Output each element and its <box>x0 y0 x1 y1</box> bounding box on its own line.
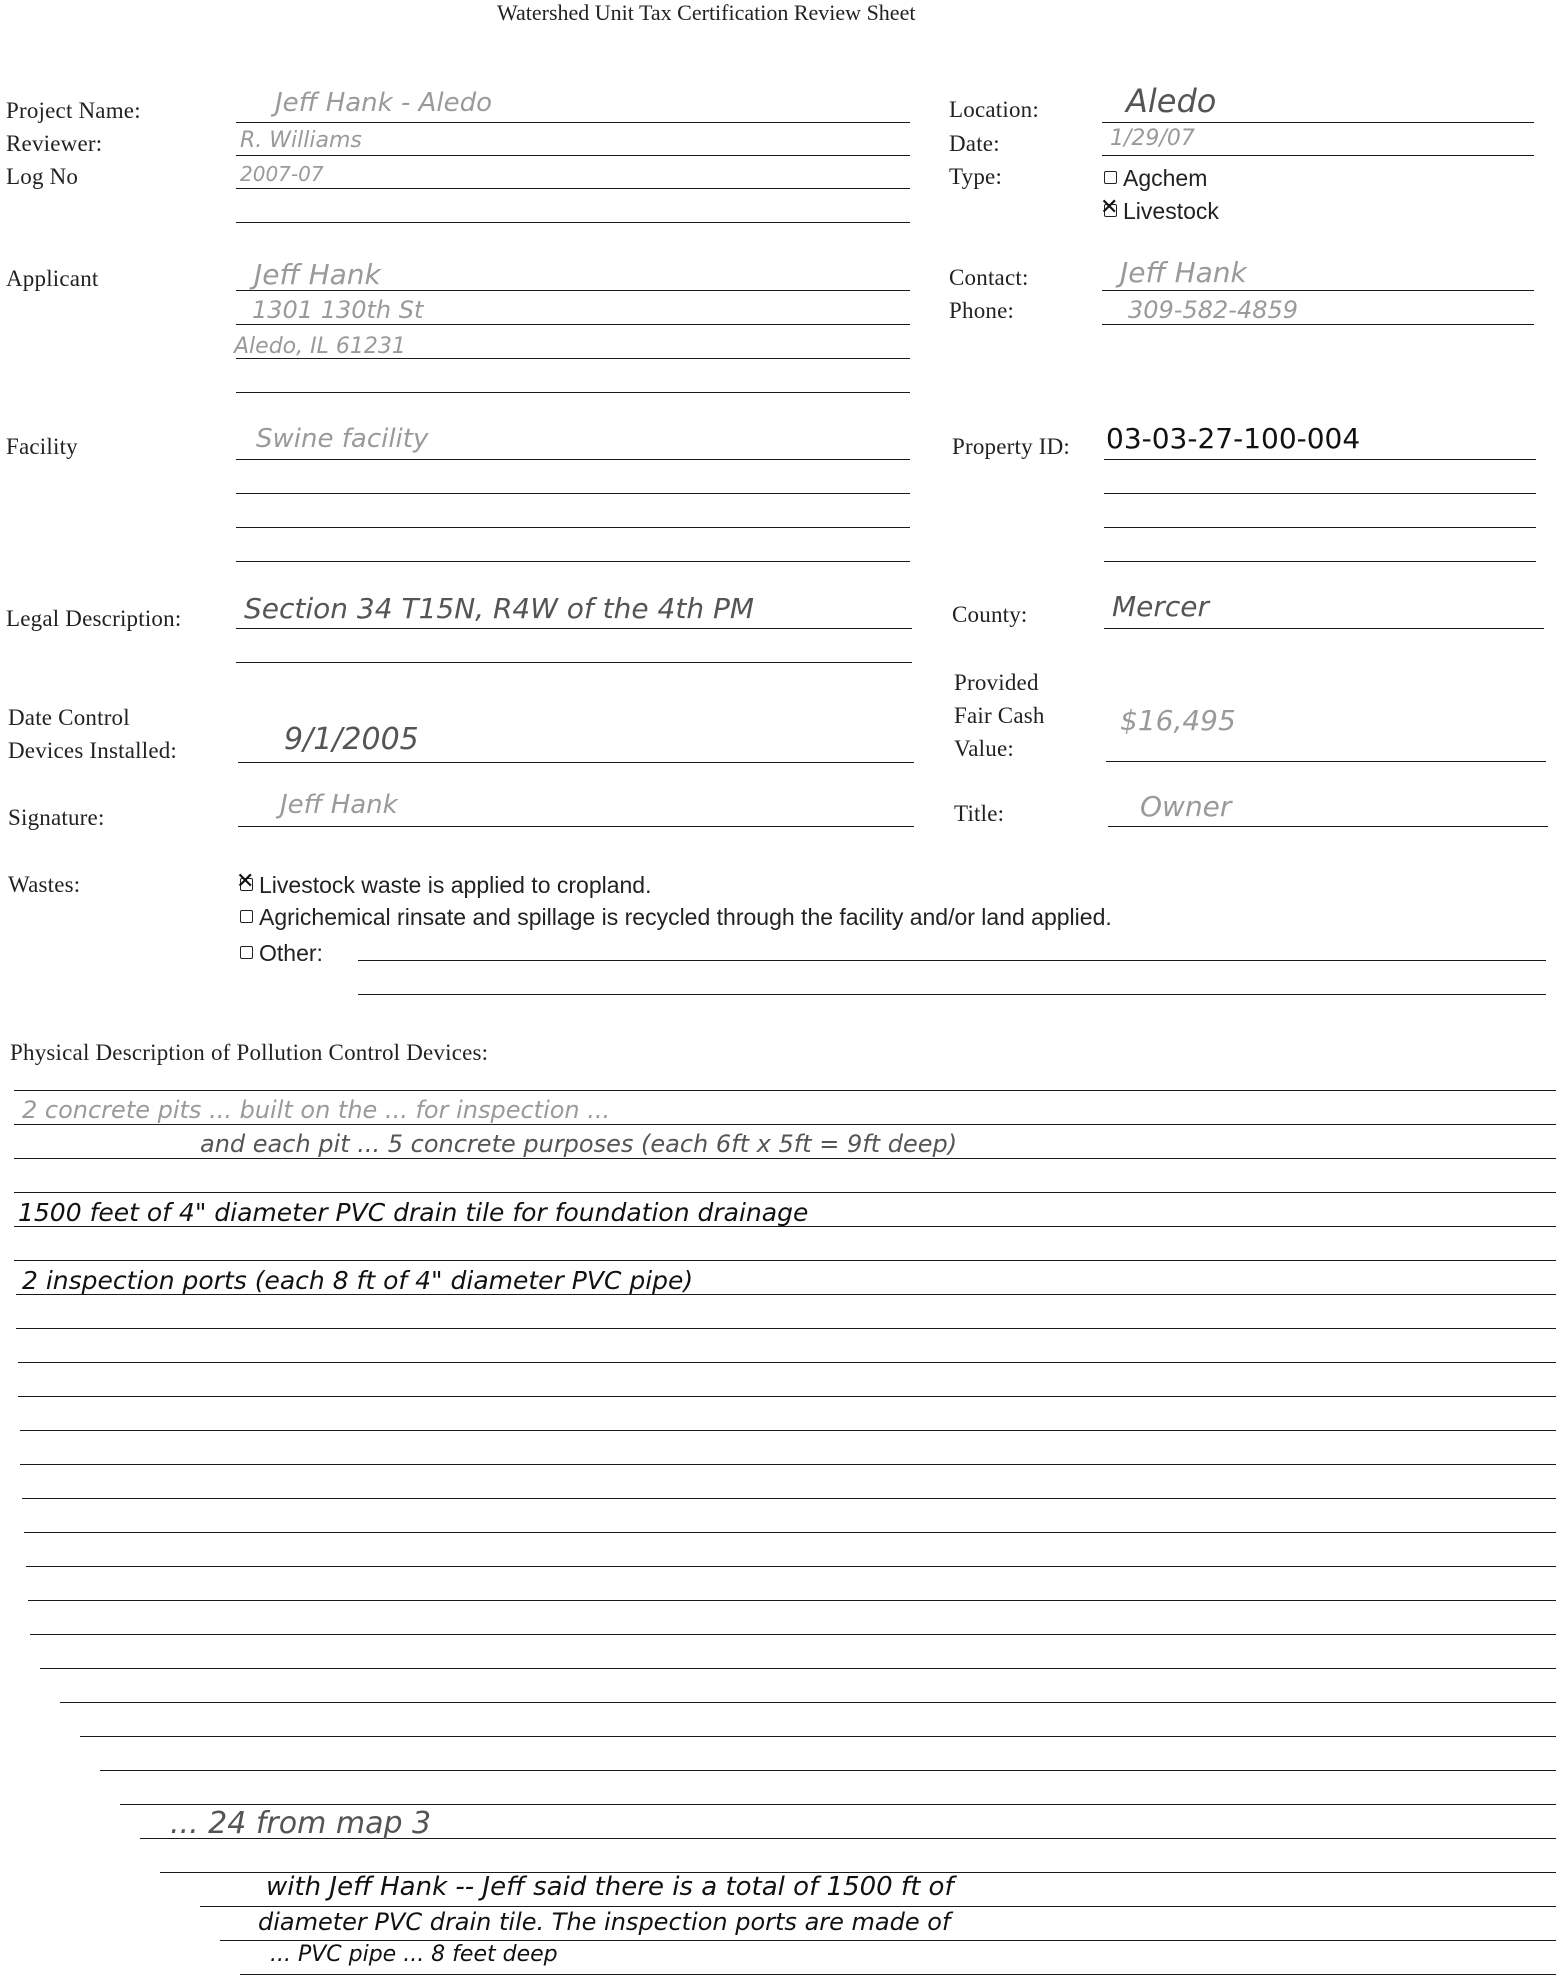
type-option-agchem[interactable]: Agchem <box>1104 165 1207 192</box>
handwritten-description-3: 1500 feet of 4" diameter PVC drain tile for foundation drainage <box>18 1198 809 1227</box>
fair-cash-line <box>1106 761 1546 762</box>
log-no-label: Log No <box>6 164 79 189</box>
property-id-line-1 <box>1104 459 1536 460</box>
applicant-line-4 <box>236 392 910 393</box>
wastes-option-agrichemical[interactable]: Agrichemical rinsate and spillage is recycled through the facility and/or land applied. <box>240 904 1112 931</box>
facility-line-4 <box>236 561 910 562</box>
contact-label: Contact: <box>949 265 1029 290</box>
handwritten-log-no: 2007-07 <box>240 162 324 186</box>
handwritten-description-4: 2 inspection ports (each 8 ft of 4" diameter PVC pipe) <box>22 1266 694 1295</box>
handwritten-note-4: ... PVC pipe ... 8 feet deep <box>270 1942 558 1967</box>
handwritten-description-2: and each pit ... 5 concrete purposes (each 6ft x 5ft = 9ft deep) <box>200 1130 958 1158</box>
description-line <box>20 1464 1556 1465</box>
facility-label: Facility <box>6 434 78 459</box>
project-name-label: Project Name: <box>6 98 141 123</box>
handwritten-location: Aledo <box>1126 82 1217 120</box>
fair-cash-label-1: Provided <box>954 670 1039 695</box>
signature-line <box>238 826 914 827</box>
log-no-extra-line <box>236 222 910 223</box>
handwritten-description-1: 2 concrete pits ... built on the ... for inspection ... <box>22 1096 611 1124</box>
description-line <box>26 1566 1556 1567</box>
type-label: Type: <box>949 164 1003 189</box>
title-line <box>1108 826 1548 827</box>
signature-label: Signature: <box>8 805 105 830</box>
handwritten-note-1: ... 24 from map 3 <box>170 1806 432 1841</box>
physical-description-label: Physical Description of Pollution Control Devices: <box>10 1040 489 1065</box>
description-line <box>14 1260 1556 1261</box>
checkbox-icon <box>240 910 253 923</box>
date-control-label-1: Date Control <box>8 705 130 730</box>
property-id-line-4 <box>1104 561 1536 562</box>
description-line <box>24 1532 1556 1533</box>
handwritten-date: 1/29/07 <box>1110 126 1195 151</box>
date-label: Date: <box>949 131 1000 156</box>
log-no-line <box>236 188 910 189</box>
other-line-2 <box>358 994 1546 995</box>
description-line <box>40 1668 1556 1669</box>
location-label: Location: <box>949 97 1039 122</box>
property-id-line-3 <box>1104 527 1536 528</box>
handwritten-applicant-address: 1301 130th St <box>252 296 424 324</box>
legal-description-label: Legal Description: <box>6 606 182 631</box>
checked-checkbox-icon <box>1104 204 1117 217</box>
description-line <box>60 1702 1556 1703</box>
reviewer-label: Reviewer: <box>6 131 103 156</box>
description-line <box>200 1906 1556 1907</box>
location-line <box>1102 122 1534 123</box>
wastes-option-other[interactable]: Other: <box>240 940 323 967</box>
description-line <box>14 1192 1556 1193</box>
description-line <box>18 1396 1556 1397</box>
checked-checkbox-icon <box>240 878 253 891</box>
contact-line <box>1102 290 1534 291</box>
facility-line-1 <box>236 459 910 460</box>
description-line <box>28 1600 1556 1601</box>
handwritten-project-name: Jeff Hank - Aledo <box>275 88 493 118</box>
description-line <box>30 1634 1556 1635</box>
handwritten-contact: Jeff Hank <box>1120 256 1247 289</box>
phone-line <box>1102 324 1534 325</box>
title-field-label: Title: <box>954 801 1005 826</box>
type-option-livestock[interactable]: ✕Livestock <box>1104 198 1219 225</box>
fair-cash-label-3: Value: <box>954 736 1014 761</box>
wastes-label: Wastes: <box>8 872 81 897</box>
handwritten-applicant-name: Jeff Hank <box>254 258 381 291</box>
description-line <box>120 1804 1556 1805</box>
handwritten-legal-description: Section 34 T15N, R4W of the 4th PM <box>244 592 755 625</box>
description-line <box>22 1498 1556 1499</box>
applicant-label: Applicant <box>6 266 99 291</box>
date-installed-line <box>238 762 914 763</box>
description-line <box>80 1736 1556 1737</box>
handwritten-property-id: 03-03-27-100-004 <box>1106 422 1361 455</box>
facility-line-3 <box>236 527 910 528</box>
project-name-line <box>236 122 910 123</box>
reviewer-line <box>236 155 910 156</box>
description-line <box>100 1770 1556 1771</box>
applicant-line-2 <box>236 324 910 325</box>
description-line <box>18 1362 1556 1363</box>
legal-line-1 <box>236 628 912 629</box>
handwritten-facility: Swine facility <box>256 424 429 454</box>
handwritten-fair-cash-value: $16,495 <box>1120 704 1236 737</box>
handwritten-reviewer: R. Williams <box>240 128 362 153</box>
handwritten-note-3: diameter PVC drain tile. The inspection ports are made of <box>258 1908 951 1936</box>
fair-cash-label-2: Fair Cash <box>954 703 1045 728</box>
checkbox-icon <box>240 946 253 959</box>
property-id-line-2 <box>1104 493 1536 494</box>
county-label: County: <box>952 602 1028 627</box>
handwritten-date-installed: 9/1/2005 <box>284 722 419 757</box>
description-line <box>220 1940 1556 1941</box>
checkbox-icon <box>1104 171 1117 184</box>
phone-label: Phone: <box>949 298 1015 323</box>
handwritten-phone: 309-582-4859 <box>1128 296 1299 324</box>
date-line <box>1102 155 1534 156</box>
handwritten-note-2: with Jeff Hank -- Jeff said there is a total of 1500 ft of <box>266 1872 954 1902</box>
description-line <box>16 1328 1556 1329</box>
legal-line-2 <box>236 662 912 663</box>
handwritten-applicant-city: Aledo, IL 61231 <box>234 334 406 359</box>
property-id-label: Property ID: <box>952 434 1071 459</box>
facility-line-2 <box>236 493 910 494</box>
other-line-1 <box>358 960 1546 961</box>
handwritten-title: Owner <box>1140 790 1232 823</box>
description-line <box>20 1430 1556 1431</box>
description-line <box>14 1090 1556 1091</box>
wastes-option-livestock[interactable]: ✕Livestock waste is applied to cropland. <box>240 872 652 899</box>
description-line <box>240 1974 1556 1975</box>
date-control-label-2: Devices Installed: <box>8 738 178 763</box>
handwritten-signature: Jeff Hank <box>280 790 398 820</box>
county-line <box>1104 628 1544 629</box>
handwritten-county: Mercer <box>1112 590 1210 623</box>
description-line <box>14 1124 1556 1125</box>
page-title: Watershed Unit Tax Certification Review Sheet <box>497 0 916 25</box>
description-line <box>14 1158 1556 1159</box>
